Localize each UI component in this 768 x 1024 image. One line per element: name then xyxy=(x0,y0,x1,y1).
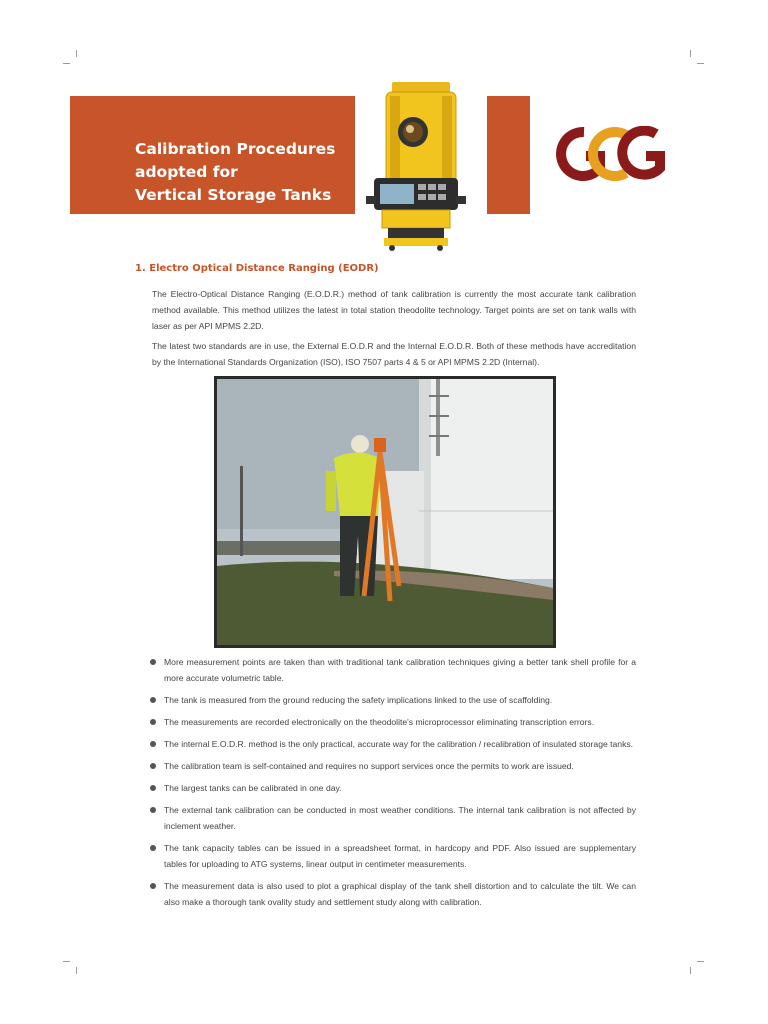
list-item: The tank capacity tables can be issued in a spreadsheet format, in hardcopy and PDF. Also issued are supplementary tables for uploading to ATG systems, linear output in centimeter measurements. xyxy=(150,840,636,872)
list-item: The measurement data is also used to plot a graphical display of the tank shell distortion and to calculate the tilt. We can also make a thorough tank ovality study and settlement study along with calibration. xyxy=(150,878,636,910)
bullet-icon xyxy=(150,845,156,851)
list-item: The external tank calibration can be conducted in most weather conditions. The internal tank calibration is not affected by inclement weather. xyxy=(150,802,636,834)
page-title: Calibration Procedures adopted for Vertical Storage Tanks xyxy=(135,140,336,204)
bullet-icon xyxy=(150,741,156,747)
crop-mark-tr-v xyxy=(690,50,691,57)
bullet-icon xyxy=(150,883,156,889)
bullet-icon xyxy=(150,807,156,813)
field-calibration-photo xyxy=(214,376,556,648)
bullet-icon xyxy=(150,697,156,703)
bullet-icon xyxy=(150,785,156,791)
bullet-icon xyxy=(150,719,156,725)
crop-mark-bl-v xyxy=(76,967,77,974)
crop-mark-br-v xyxy=(690,967,691,974)
list-item: The internal E.O.D.R. method is the only practical, accurate way for the calibration / recalibration of insulated storage tanks. xyxy=(150,736,636,752)
crop-mark-bl-h xyxy=(63,961,70,962)
crop-mark-tr-h xyxy=(697,63,704,64)
benefits-list xyxy=(150,654,636,910)
intro-paragraph: The Electro-Optical Distance Ranging (E.O.D.R.) method of tank calibration is currently the most accurate tank calibration method available. This method utilizes the latest in total station theodolite technology. Target points are set on tank walls with laser as per API MPMS 2.2D. xyxy=(152,289,636,331)
list-item: More measurement points are taken than with traditional tank calibration techniques giving a better tank shell profile for a more accurate volumetric table. xyxy=(150,654,636,686)
standards-paragraph: The latest two standards are in use, the External E.O.D.R and the Internal E.O.D.R. Both of these methods have accreditation by the International Standards Organization (ISO), ISO 7507 parts 4 & 5 or API MPMS 2.2D (Internal). xyxy=(152,341,636,367)
bullet-icon xyxy=(150,763,156,769)
list-item: The measurements are recorded electronically on the theodolite's microprocessor eliminating transcription errors. xyxy=(150,714,636,730)
list-item: The tank is measured from the ground reducing the safety implications linked to the use of scaffolding. xyxy=(150,692,636,708)
list-item: The largest tanks can be calibrated in one day. xyxy=(150,780,636,796)
company-logo xyxy=(556,126,666,182)
section-heading: 1. Electro Optical Distance Ranging (EODR) xyxy=(135,263,379,274)
crop-mark-br-h xyxy=(697,961,704,962)
bullet-icon xyxy=(150,659,156,665)
total-station-illustration xyxy=(362,82,470,252)
banner-accent-block xyxy=(487,96,530,214)
crop-mark-tl-v xyxy=(76,50,77,57)
crop-mark-tl-h xyxy=(63,63,70,64)
list-item: The calibration team is self-contained and requires no support services once the permits to work are issued. xyxy=(150,758,636,774)
